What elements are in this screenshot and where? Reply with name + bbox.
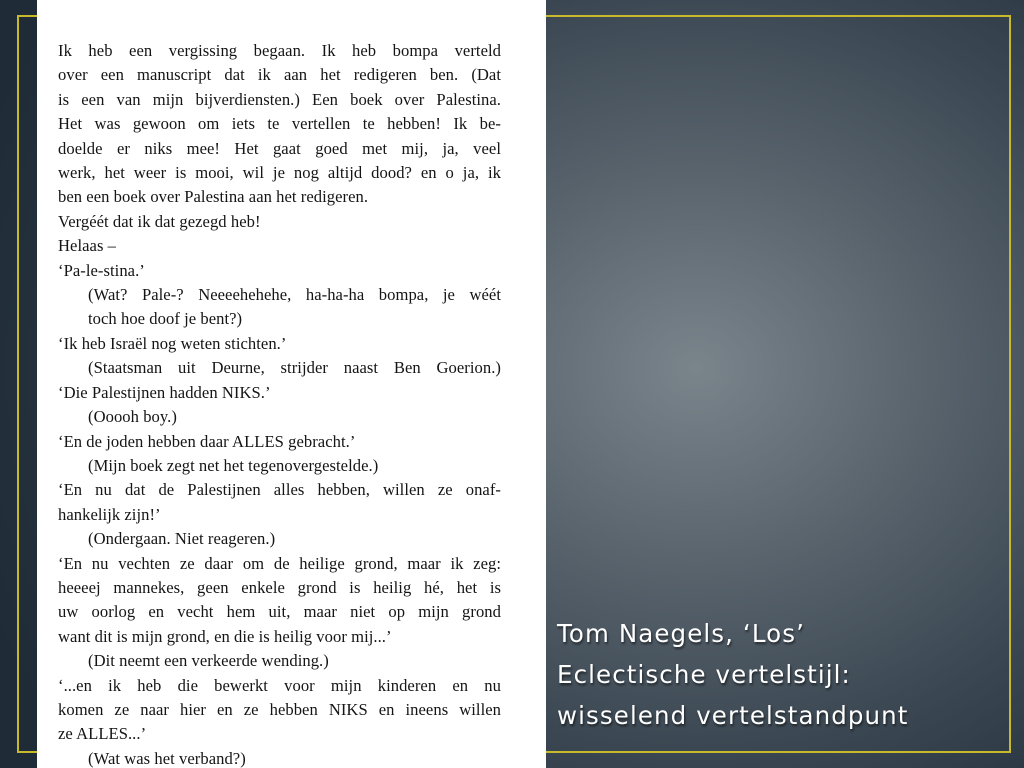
- excerpt-line: Vergéét dat ik dat gezegd heb!: [58, 211, 261, 231]
- excerpt-line: (Staatsman uit Deurne, strijder naast Ben Goerion.): [88, 358, 501, 378]
- excerpt-line: ‘Die Palestijnen hadden NIKS.’: [58, 382, 271, 402]
- excerpt-line: ben een boek over Palestina aan het redigeren.: [58, 187, 369, 207]
- caption-subtitle: Eclectische vertelstijl:: [557, 660, 851, 689]
- excerpt-line: over een manuscript dat ik aan het redigeren ben. (Dat: [58, 65, 501, 85]
- excerpt-line: (Dit neemt een verkeerde wending.): [88, 651, 329, 671]
- excerpt-line: want dit is mijn grond, en die is heilig voor mij...’: [58, 626, 392, 646]
- excerpt-line: (Ondergaan. Niet reageren.): [88, 529, 276, 549]
- excerpt-line: Helaas –: [58, 236, 116, 256]
- excerpt-line: (Wat? Pale-? Neeeehehehe, ha-ha-ha bompa, je wéét: [88, 285, 501, 305]
- excerpt-line: ‘En nu dat de Palestijnen alles hebben, willen ze onaf-: [58, 480, 501, 500]
- excerpt-line: werk, het weer is mooi, wil je nog altijd dood? en o ja, ik: [58, 163, 501, 183]
- excerpt-line: (Mijn boek zegt net het tegenovergestelde.): [88, 455, 379, 475]
- caption-subtitle-continued: wisselend vertelstandpunt: [557, 701, 909, 730]
- excerpt-line: (Ooooh boy.): [88, 407, 177, 427]
- excerpt-line: doelde er niks mee! Het gaat goed met mij, ja, veel: [58, 138, 501, 158]
- excerpt-line: ze ALLES...’: [58, 724, 147, 744]
- excerpt-line: uw oorlog en vecht hem uit, maar niet op mijn grond: [58, 602, 501, 622]
- excerpt-line: is een van mijn bijverdiensten.) Een boek over Palestina.: [58, 89, 501, 109]
- excerpt-line: ‘En nu vechten ze daar om de heilige grond, maar ik zeg:: [58, 553, 501, 573]
- excerpt-line: Het was gewoon om iets te vertellen te hebben! Ik be-: [58, 114, 501, 134]
- excerpt-line: (Wat was het verband?): [88, 748, 246, 768]
- excerpt-line: ‘...en ik heb die bewerkt voor mijn kinderen en nu: [58, 675, 501, 695]
- scanned-book-page: [37, 0, 546, 768]
- slide-caption: [557, 613, 997, 736]
- excerpt-line: toch hoe doof je bent?): [88, 309, 243, 329]
- caption-title: Tom Naegels, ‘Los’: [557, 619, 805, 648]
- excerpt-line: ‘En de joden hebben daar ALLES gebracht.’: [58, 431, 356, 451]
- excerpt-line: ‘Pa-le-stina.’: [58, 260, 145, 280]
- excerpt-line: ‘Ik heb Israël nog weten stichten.’: [58, 333, 287, 353]
- excerpt-line: komen ze naar hier en ze hebben NIKS en ineens willen: [58, 699, 501, 719]
- excerpt-line: hankelijk zijn!’: [58, 504, 161, 524]
- excerpt-line: heeeej mannekes, geen enkele grond is heilig hé, het is: [58, 577, 501, 597]
- book-excerpt: [58, 39, 501, 768]
- excerpt-line: Ik heb een vergissing begaan. Ik heb bompa verteld: [58, 41, 501, 60]
